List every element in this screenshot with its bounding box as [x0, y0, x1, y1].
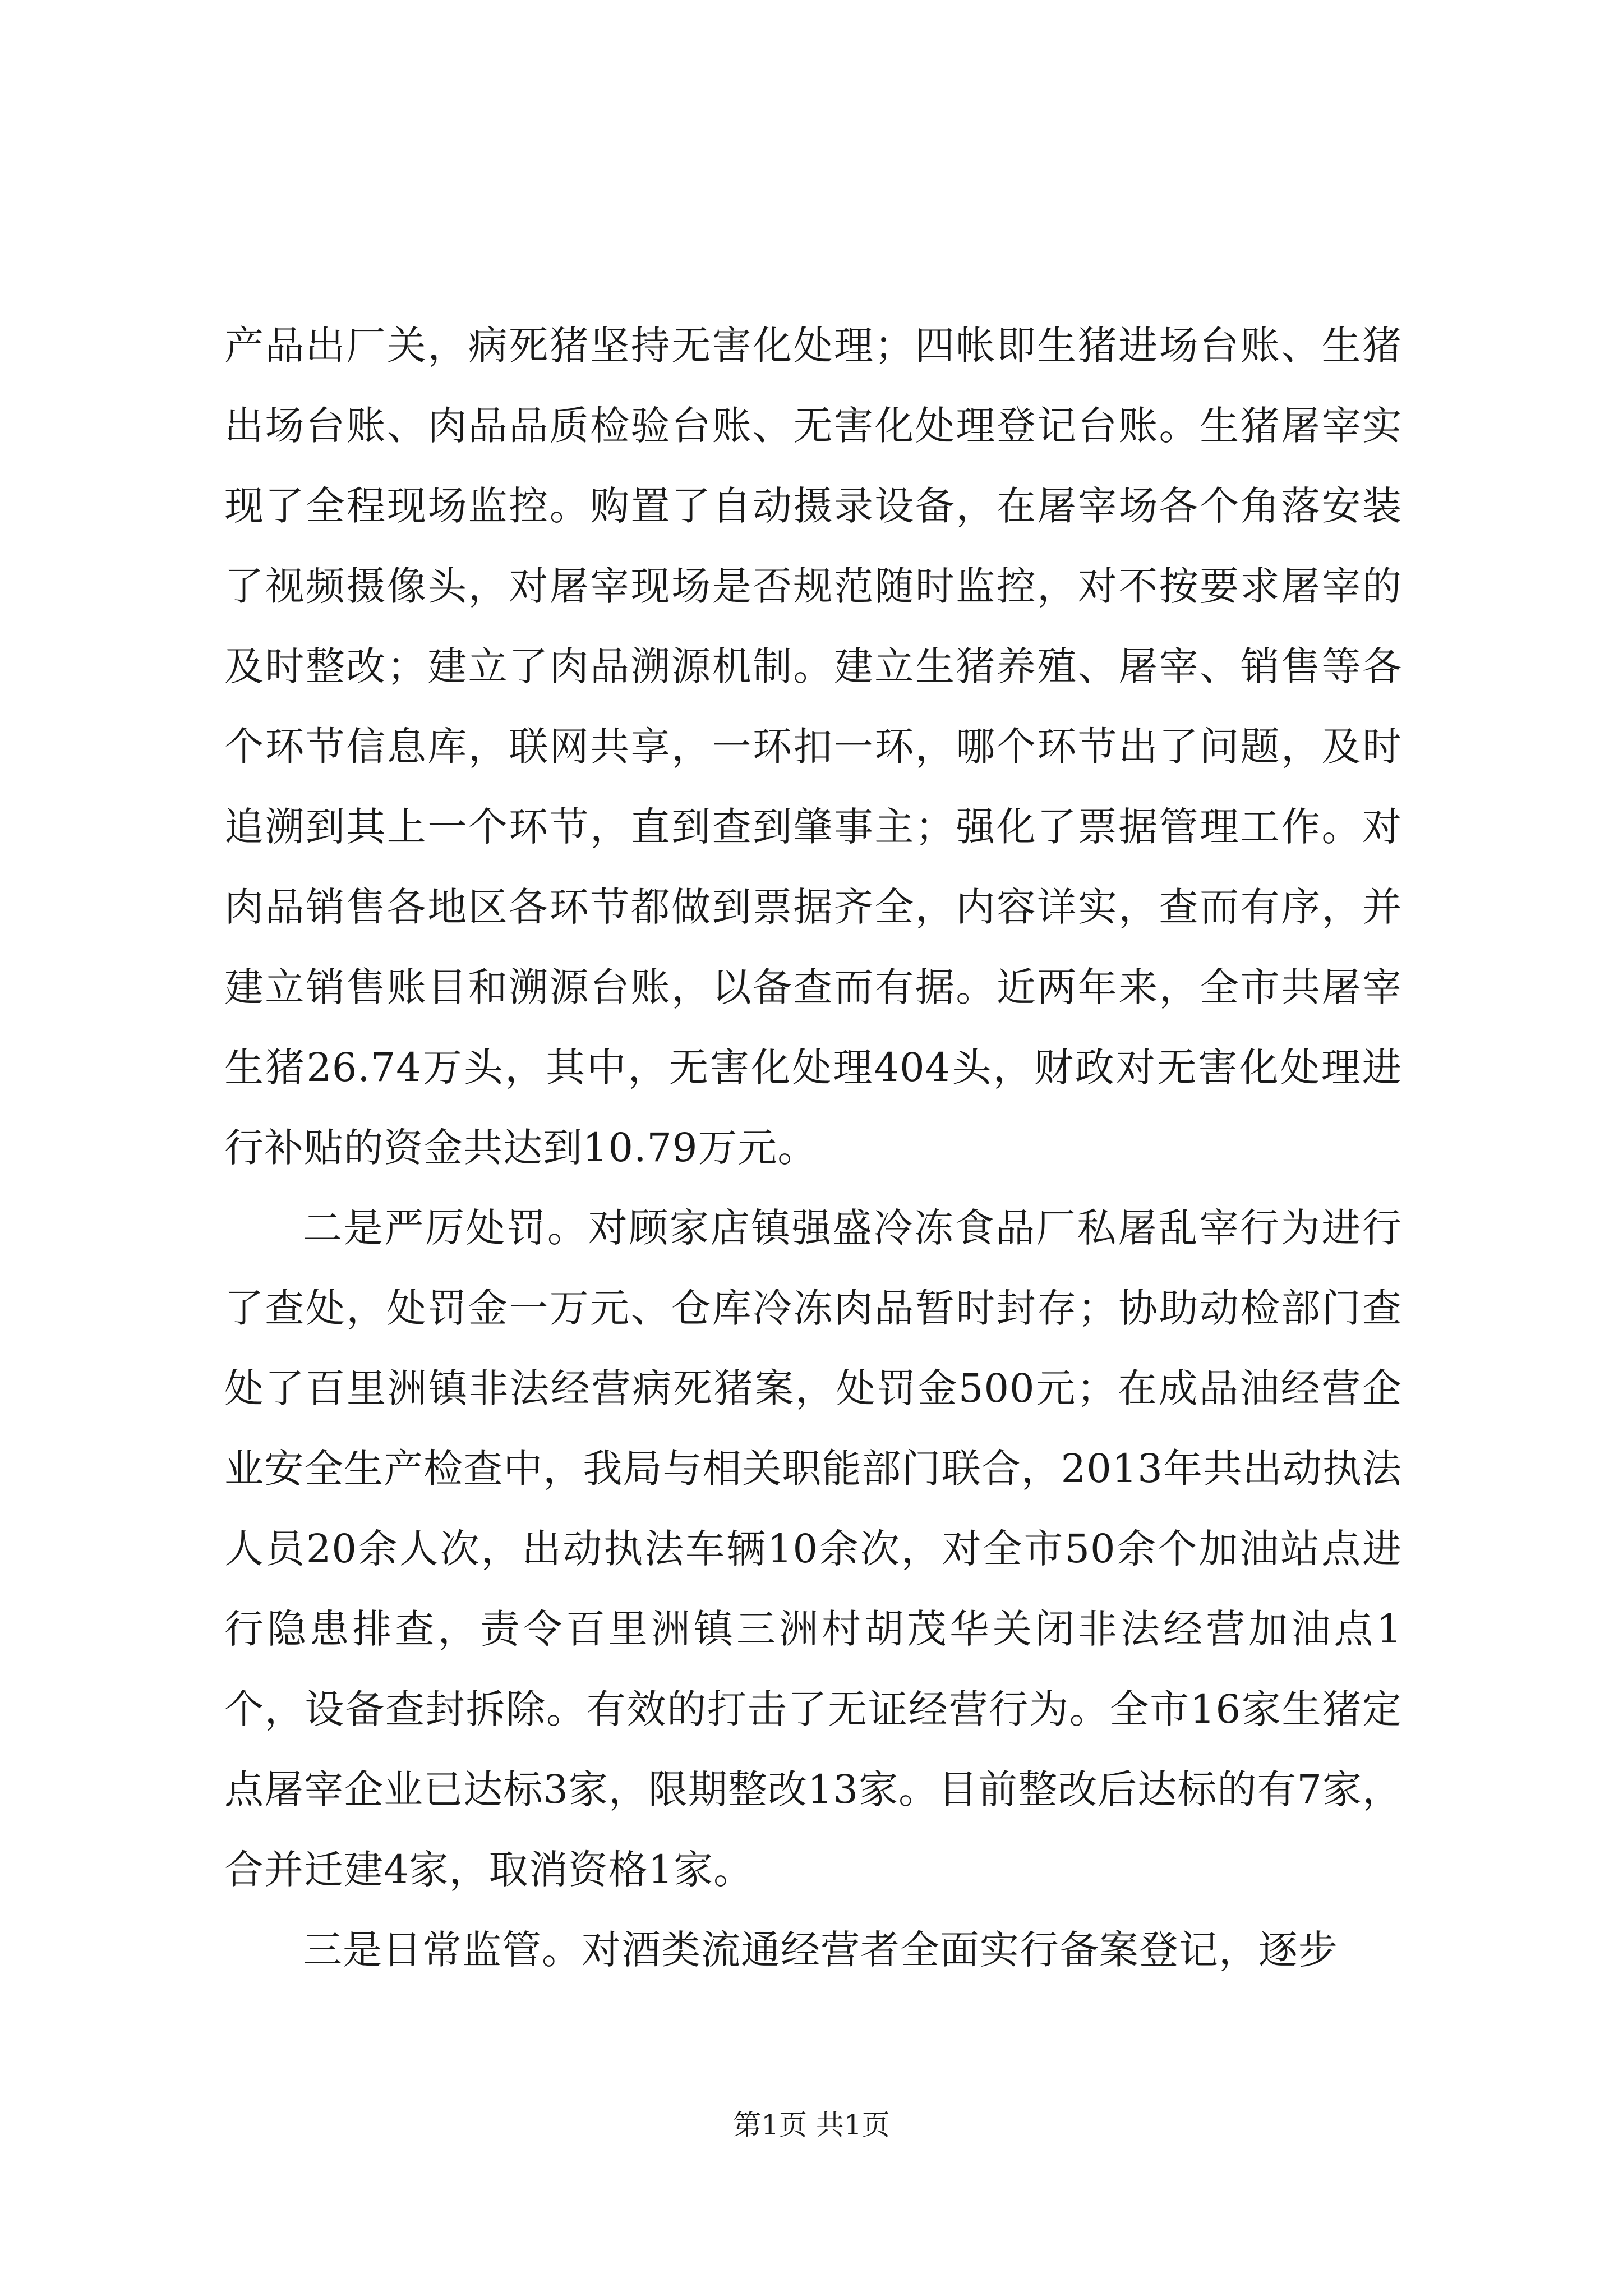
document-body	[224, 306, 1402, 1990]
paragraph-daily-supervision: 三是日常监管。对酒类流通经营者全面实行备案登记，逐步	[303, 1927, 1338, 1973]
page-footer: 第1页 共1页	[733, 2109, 890, 2141]
paragraph-continuation: 产品出厂关，病死猪坚持无害化处理；四帐即生猪进场台账、生猪出场台账、肉品品质检验台账、无害化处理登记台账。生猪屠宰实现了全程现场监控。购置了自动摄录设备，在屠宰场各个角落安装了视频摄像头，对屠宰现场是否规范随时监控，对不按要求屠宰的及时整改；建立了肉品溯源机制。建立生猪养殖、屠宰、销售等各个环节信息库，联网共享，一环扣一环，哪个环节出了问题，及时追溯到其上一个环节，直到查到肇事主；强化了票据管理工作。对肉品销售各地区各环节都做到票据齐全，内容详实，查而有序，并建立销售账目和溯源台账，以备查而有据。近两年来，全市共屠宰生猪26.74万头，其中，无害化处理404头，财政对无害化处理进行补贴的资金共达到10.79万元。	[224, 323, 1402, 1171]
paragraph-penalties: 二是严厉处罚。对顾家店镇强盛冷冻食品厂私屠乱宰行为进行了查处，处罚金一万元、仓库冷冻肉品暂时封存；协助动检部门查处了百里洲镇非法经营病死猪案，处罚金500元；在成品油经营企业安全生产检查中，我局与相关职能部门联合，2013年共出动执法人员20余人次，出动执法车辆10余次，对全市50余个加油站点进行隐患排查，责令百里洲镇三洲村胡茂华关闭非法经营加油点1个，设备查封拆除。有效的打击了无证经营行为。全市16家生猪定点屠宰企业已达标3家，限期整改13家。目前整改后达标的有7家，合并迁建4家，取消资格1家。	[224, 1205, 1402, 1893]
